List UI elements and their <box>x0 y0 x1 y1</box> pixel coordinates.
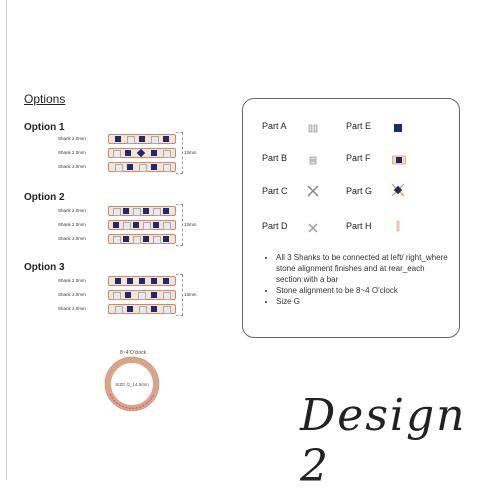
shank-label: Shank 2.0mm <box>58 292 86 297</box>
band-option-1-row-3 <box>108 162 176 172</box>
sapphire-stone <box>133 222 139 228</box>
sapphire-stone <box>127 164 133 170</box>
sapphire-stone <box>163 208 169 214</box>
page-edge-line <box>6 0 7 480</box>
diamond-stone <box>127 136 135 144</box>
part-g-label: Part G <box>346 186 373 196</box>
baguette-pair-icon <box>308 121 318 131</box>
band-option-3-row-1 <box>108 276 176 286</box>
sapphire-stone <box>163 236 169 242</box>
band-option-2-row-2 <box>108 220 176 230</box>
blue-diamond-cross-icon <box>391 183 405 197</box>
ring-size-label: SIZE G_14.5mm <box>115 382 149 387</box>
diamond-cross-icon <box>307 184 319 196</box>
sapphire-stone <box>123 208 129 214</box>
option-1-label: Option 1 <box>24 122 65 133</box>
dimension-bracket <box>176 132 183 174</box>
diamond-stone <box>139 306 147 314</box>
sapphire-stone <box>139 278 145 284</box>
sapphire-stone <box>139 136 145 142</box>
shank-label: Shank 2.0mm <box>58 278 86 283</box>
sapphire-stone <box>127 278 133 284</box>
sapphire-stone <box>125 292 131 298</box>
diamond-stone <box>163 150 171 158</box>
sapphire-stone <box>163 278 169 284</box>
sapphire-stone <box>151 306 157 312</box>
part-h-label: Part H <box>346 221 372 231</box>
part-f-label: Part F <box>346 153 371 163</box>
sapphire-stone <box>151 164 157 170</box>
diamond-stone <box>163 164 171 172</box>
shank-label: Shank 2.0mm <box>58 150 86 155</box>
diamond-stone <box>139 164 147 172</box>
dimension-label: 13mm <box>184 222 197 227</box>
diamond-stone <box>163 222 171 230</box>
diamond-stone <box>113 208 121 216</box>
diamond-stone <box>151 136 159 144</box>
sapphire-stone <box>123 236 129 242</box>
sapphire-stone <box>143 208 149 214</box>
diamond-stone <box>113 236 121 244</box>
sapphire-stone <box>163 136 169 142</box>
sapphire-stone <box>115 278 121 284</box>
option-2-label: Option 2 <box>24 192 65 203</box>
diamond-stone <box>133 208 141 216</box>
sapphire-stone <box>151 150 157 156</box>
dimension-bracket <box>176 204 183 246</box>
band-option-2-row-1 <box>108 206 176 216</box>
diamond-stone <box>138 292 146 300</box>
sapphire-stone <box>151 278 157 284</box>
band-option-3-row-2 <box>108 290 176 300</box>
band-option-3-row-3 <box>108 304 176 314</box>
shank-label: Shank 2.0mm <box>58 164 86 169</box>
blue-square-stone-icon <box>393 120 403 130</box>
band-option-2-row-3 <box>108 234 176 244</box>
notes-list <box>262 252 452 307</box>
dimension-label: 13mm <box>184 292 197 297</box>
part-d-label: Part D <box>262 221 288 231</box>
diamond-stone <box>113 292 121 300</box>
note-item: • Stone alignment to be 8~4 O'clock <box>276 285 452 296</box>
shank-label: Shank 2.0mm <box>58 208 86 213</box>
diamond-stone <box>115 306 123 314</box>
dimension-bracket <box>176 274 183 316</box>
diamond-stone <box>133 236 141 244</box>
sapphire-stone <box>115 136 121 142</box>
diamond-stone <box>113 150 121 158</box>
bowtie-blue-stone-icon <box>392 152 406 162</box>
part-b-label: Part B <box>262 153 288 163</box>
sapphire-stone <box>153 222 159 228</box>
shank-label: Shank 2.0mm <box>58 222 86 227</box>
ring-orientation-label: 8~4 O'clock <box>120 350 147 356</box>
design-signature: Design 2 <box>300 390 467 492</box>
part-e-label: Part E <box>346 121 372 131</box>
sapphire-stone <box>113 222 119 228</box>
shank-label: Shank 2.0mm <box>58 306 86 311</box>
part-a-label: Part A <box>262 121 287 131</box>
sapphire-stone <box>151 292 157 298</box>
diamond-stone <box>163 292 171 300</box>
diamond-stone <box>163 306 171 314</box>
part-c-label: Part C <box>262 186 288 196</box>
sapphire-stone <box>127 306 133 312</box>
dimension-label: 13mm <box>184 150 197 155</box>
diamond-stone <box>123 222 131 230</box>
options-title: Options <box>24 92 66 106</box>
baguette-stack-icon <box>308 153 318 163</box>
option-3-label: Option 3 <box>24 262 65 273</box>
sapphire-center-stone <box>137 149 145 157</box>
bar-icon <box>396 219 400 231</box>
sapphire-stone <box>125 150 131 156</box>
note-item: • Size G <box>276 296 452 307</box>
band-option-1-row-1 <box>108 134 176 144</box>
sapphire-stone <box>143 236 149 242</box>
diamond-stone <box>153 236 161 244</box>
shank-label: Shank 2.0mm <box>58 236 86 241</box>
small-cross-stone-icon <box>308 220 318 230</box>
diamond-stone <box>115 164 123 172</box>
band-option-1-row-2 <box>108 148 176 158</box>
note-item: • All 3 Shanks to be connected at left/ right_where stone alignment finishes and at rear_each section with a bar <box>276 252 452 285</box>
diamond-stone <box>153 208 161 216</box>
ring-sketch <box>96 354 168 412</box>
diamond-stone <box>143 222 151 230</box>
shank-label: Shank 2.0mm <box>58 136 86 141</box>
